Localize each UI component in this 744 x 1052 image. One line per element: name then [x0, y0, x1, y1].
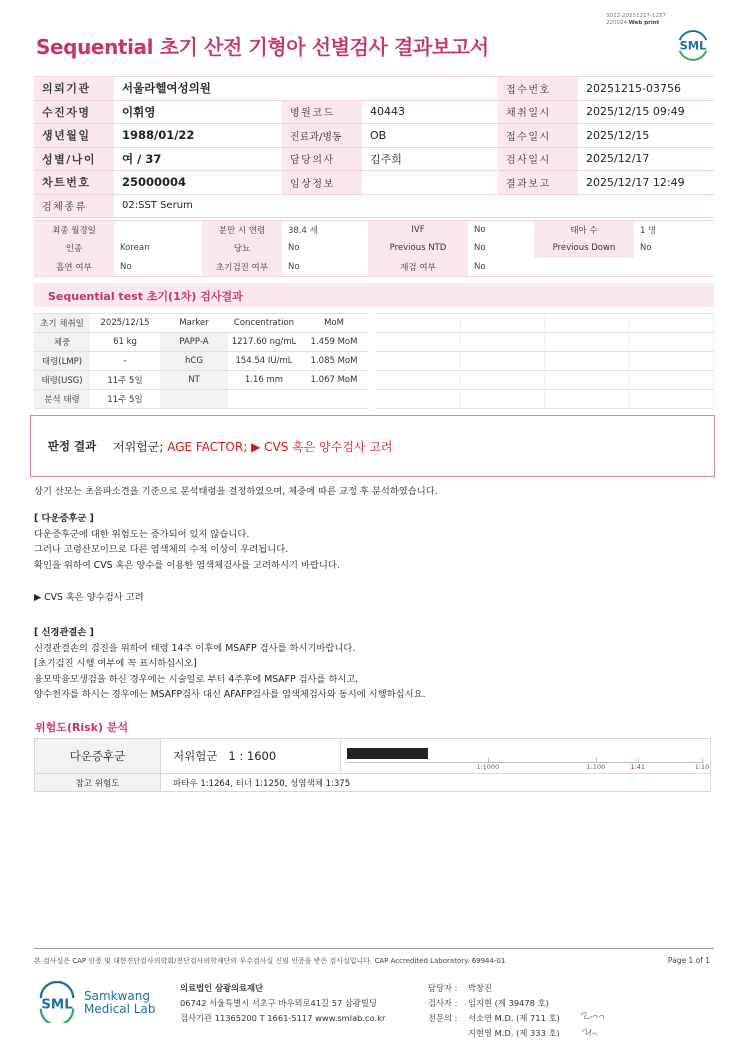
- ntd-label: Previous NTD: [368, 239, 468, 258]
- lmp-ga: -: [90, 352, 160, 371]
- ntd-line: 융모막융모생검을 하신 경우에는 시술일로 부터 4주후에 MSAFP 검사를 하시고,: [34, 673, 359, 685]
- weight-label: 체중: [34, 333, 90, 352]
- down-heading: [ 다운증후군 ]: [34, 513, 94, 524]
- hospital-code-label: 병원코드: [282, 100, 362, 124]
- results-table: [34, 313, 368, 409]
- ivf: No: [468, 221, 534, 240]
- risk-scale-label: 1:100: [586, 763, 606, 771]
- results-empty-grid: [376, 313, 714, 408]
- expert: 지현영 M.D. (제 333 호): [468, 1028, 560, 1038]
- race: Korean: [120, 243, 150, 254]
- accreditation-note: 본 검사실은 CAP 인증 및 대한진단검사의학회/진단검사의학재단의 우수검사실 신임 인증을 받은 검사실입니다. CAP Accredited Laboratory. 69944-01: [34, 957, 506, 965]
- dm: No: [288, 243, 300, 254]
- marker-concentration: 1217.60 ng/mL: [228, 333, 300, 352]
- fetus-count: 1 명: [634, 221, 714, 240]
- header-concentration: Concentration: [228, 314, 300, 333]
- marker-name: hCG: [160, 352, 228, 371]
- risk-disease: 다운증후군: [35, 739, 161, 774]
- page-number: Page 1 of 1: [667, 956, 710, 965]
- report-label: 결과보고: [498, 171, 578, 195]
- web-print-tag: Web print: [628, 20, 660, 26]
- analysis-ga: 11주 5일: [90, 390, 160, 409]
- risk-scale-label: 1:1000: [476, 763, 500, 771]
- dm-label: 당뇨: [202, 239, 282, 258]
- down-line: 확인을 위하여 CVS 혹은 양수를 이용한 염색체검사를 고려하시기 바랍니다.: [34, 559, 340, 571]
- risk-title: 위험도(Risk) 분석: [35, 721, 129, 734]
- risk-bar: [347, 748, 428, 759]
- sml-logo-text: SML: [679, 38, 707, 53]
- marker-concentration: 154.54 IU/mL: [228, 352, 300, 371]
- expert-label: 전문의 :: [428, 1013, 458, 1023]
- clinical-label: 임상정보: [282, 171, 362, 195]
- verdict-recommendation: AGE FACTOR; ▶ CVS 혹은 양수검사 고려: [167, 439, 393, 454]
- receipt-no: 20251215-03756: [578, 77, 714, 101]
- risk-scale-tick: [596, 758, 597, 762]
- risk-scale: [341, 739, 711, 774]
- birth-date: 1988/01/22: [114, 124, 282, 148]
- ntd-line: 신경관결손의 검진을 위하여 태령 14주 이후에 MSAFP 검사를 하시기바랍니다.: [34, 642, 356, 654]
- risk-group: 저위험군: [173, 749, 218, 763]
- risk-scale-label: 1:41: [630, 763, 646, 771]
- risk-bar-area: [347, 747, 710, 773]
- lmp-label: 최종 월경일: [34, 221, 114, 240]
- ref-risk-values: 파타우 1:1264, 터너 1:1250, 성염색체 1:375: [161, 774, 711, 792]
- lab-name-line1: Samkwang: [84, 989, 150, 1003]
- chart-number: 25000004: [114, 171, 282, 195]
- specimen-label: 검체종류: [34, 194, 114, 218]
- risk-scale-tick: [702, 758, 703, 762]
- recv-date: 2025/12/15: [578, 124, 714, 148]
- manager: 박창진: [468, 983, 493, 993]
- retest-label: 재검 여부: [368, 258, 468, 277]
- prev-ntd: No: [474, 243, 486, 254]
- ntd-line: 양수천자를 하시는 경우에는 MSAFP검사 대신 AFAFP검사를 염색체검사와 동시에 시행하십시요.: [34, 689, 426, 700]
- down-comment: [34, 511, 714, 573]
- ntd-heading: [ 신경관결손 ]: [34, 627, 94, 638]
- verdict-label: 판정 결과: [47, 439, 97, 453]
- sex-age: 여 / 37: [114, 147, 282, 171]
- document-code: [606, 13, 666, 27]
- ivf-label: IVF: [368, 221, 468, 240]
- collect-label: 채취일시: [498, 100, 578, 124]
- doctor: 김주희: [362, 147, 498, 171]
- doctor-label: 담당의사: [282, 147, 362, 171]
- marker-concentration: 1.16 mm: [228, 371, 300, 390]
- org-address: 06742 서울특별시 서초구 바우뫼로41길 57 삼광빌딩: [180, 998, 377, 1008]
- lab-name-line2: Medical Lab: [84, 1002, 156, 1016]
- lmp-ga-label: 태령(LMP): [34, 352, 90, 371]
- sml-logo-icon: [36, 981, 78, 1023]
- down-label: Previous Down: [534, 239, 634, 258]
- request-org-label: 의뢰기관: [34, 77, 114, 101]
- marker-mom: 1.459 MoM: [300, 333, 368, 352]
- staff-info: [428, 981, 560, 1041]
- tester-label: 검사자 :: [428, 998, 458, 1008]
- early-label: 초기검진 여부: [202, 258, 282, 277]
- footer-divider: [34, 948, 714, 949]
- usg-ga: 11주 5일: [90, 371, 160, 390]
- usg-ga-label: 태령(USG): [34, 371, 90, 390]
- header-mom: MoM: [300, 314, 368, 333]
- collect-datetime: 2025/12/15 09:49: [578, 100, 714, 124]
- header-marker: Marker: [160, 314, 228, 333]
- marker-mom: 1.067 MoM: [300, 371, 368, 390]
- early-exam: No: [282, 258, 368, 277]
- ntd-comment: [34, 625, 714, 703]
- test-label: 검사일시: [498, 147, 578, 171]
- risk-scale-tick: [488, 758, 489, 762]
- recv-label: 접수일시: [498, 124, 578, 148]
- sexage-label: 성별/나이: [34, 147, 114, 171]
- sml-logo-icon: [674, 25, 712, 63]
- weight: 61 kg: [90, 333, 160, 352]
- recommend-line: ▶ CVS 혹은 양수검사 고려: [34, 592, 144, 603]
- risk-axis: [347, 762, 704, 763]
- dept: OB: [362, 124, 498, 148]
- race-label: 인종: [34, 239, 114, 258]
- fetus-label: 태아 수: [534, 221, 634, 240]
- verdict-text: [113, 438, 393, 455]
- document-code-line1: 3022-20251217-1257: [606, 13, 666, 19]
- retest: No: [468, 258, 534, 277]
- manager-label: 담당자 :: [428, 983, 458, 993]
- lab-logo-name: [84, 990, 155, 1016]
- analysis-ga-label: 분석 태령: [34, 390, 90, 409]
- risk-scale-tick: [638, 758, 639, 762]
- receipt-no-label: 접수번호: [498, 77, 578, 101]
- ntd-line: [초기검진 시행 여부에 꼭 표시하십시오]: [34, 658, 197, 669]
- sml-logo-text: SML: [41, 997, 73, 1013]
- marker-name: NT: [160, 371, 228, 390]
- org-info: [180, 981, 385, 1026]
- dept-label: 진료과/병동: [282, 124, 362, 148]
- first-date: 2025/12/15: [90, 314, 160, 333]
- section-title: Sequential test 초기(1차) 검사결과: [34, 283, 714, 307]
- smoke: No: [114, 258, 202, 277]
- smoke-label: 흡연 여부: [34, 258, 114, 277]
- marker-name: PAPP-A: [160, 333, 228, 352]
- patient-name: 이휘영: [114, 100, 282, 124]
- test-date: 2025/12/17: [578, 147, 714, 171]
- patient-info-table: [34, 76, 714, 218]
- risk-scale-label: 1:10: [694, 763, 710, 771]
- first-date-label: 초기 채취일: [34, 314, 90, 333]
- down-line: 그러나 고령산모이므로 다른 염색체의 수적 이상이 우려됩니다.: [34, 544, 289, 555]
- comment-intro: 상기 산모는 초음파소견을 기준으로 분석태령을 결정하였으며, 체중에 따른 교정 후 분석하였습니다.: [34, 486, 438, 497]
- document-code-line2: 220024: [606, 20, 628, 26]
- down-line: 다운증후군에 대한 위험도는 증가되어 있지 않습니다.: [34, 528, 250, 540]
- risk-ratio: 1 : 1600: [228, 749, 277, 763]
- signature-icon: [578, 1008, 608, 1040]
- ref-risk-label: 참고 위험도: [35, 774, 161, 792]
- clinical-info: [362, 171, 498, 195]
- org-name: 의료법인 삼광의료재단: [180, 983, 264, 993]
- delivery-age-label: 분만 시 연령: [202, 221, 282, 240]
- org-contact: 검사기관 11365200 T 1661-5117 www.smlab.co.kr: [180, 1013, 386, 1023]
- delivery-age: 38.4 세: [282, 221, 368, 240]
- verdict-group: 저위험군;: [113, 439, 168, 454]
- request-org: 서울라헬여성의원: [114, 77, 498, 101]
- patient-label: 수진자명: [34, 100, 114, 124]
- lmp: [114, 221, 202, 240]
- tester: 임지현 (제 39478 호): [468, 998, 549, 1008]
- risk-table: [34, 738, 711, 792]
- specimen: 02:SST Serum: [114, 194, 714, 218]
- report-datetime: 2025/12/17 12:49: [578, 171, 714, 195]
- prev-down: No: [640, 243, 652, 254]
- hospital-code: 40443: [362, 100, 498, 124]
- marker-mom: 1.085 MoM: [300, 352, 368, 371]
- report-title: Sequential 초기 산전 기형아 선별검사 결과보고서: [36, 35, 489, 59]
- risk-result: [161, 739, 341, 774]
- expert: 서소연 M.D. (제 711 호): [468, 1013, 560, 1023]
- chart-label: 차트번호: [34, 171, 114, 195]
- birth-label: 생년월일: [34, 124, 114, 148]
- clinical-factors-table: [34, 220, 714, 277]
- verdict-box: [30, 415, 715, 477]
